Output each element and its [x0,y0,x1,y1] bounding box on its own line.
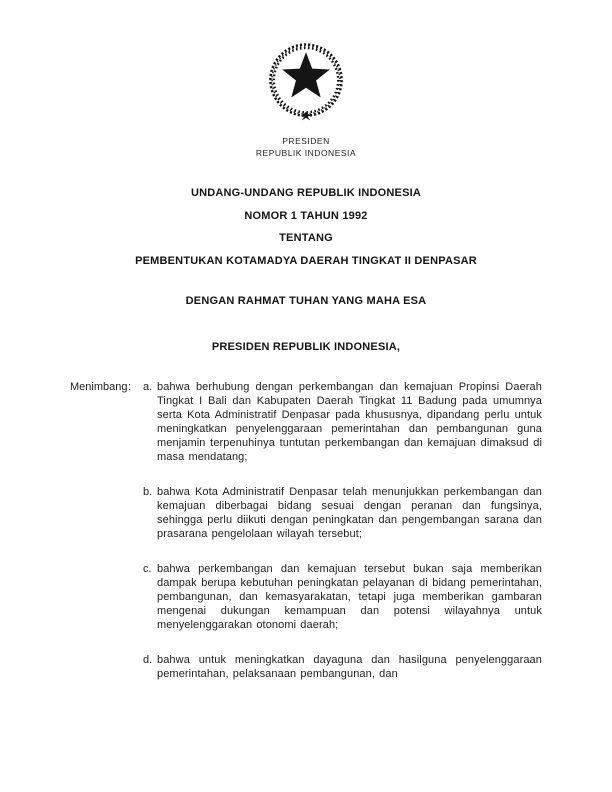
letterhead [0,135,612,159]
considering-item-a [143,380,542,464]
letterhead-org-line1: PRESIDEN [282,136,330,146]
considering-items [143,380,542,681]
letterhead-org-line2: REPUBLIK INDONESIA [255,148,357,158]
item-letter: a. [143,381,153,393]
considering-label: Menimbang [70,381,128,393]
item-text: bahwa berhubung dengan perkembangan dan kemajuan Propinsi Daerah Tingkat I Bali dan Kabupaten Daerah Tingkat 11 Badung pada umumnya serta Kota Administratif Denpasar pada khususnya, dipandang perlu untuk meningkatkan penyelenggaraan pemerintahan dan pembangunan guna menjamin terpenuhinya tuntutan perkembangan dan kemajuan dimaksud di masa mendatang; [157,381,542,463]
item-letter: c. [143,563,152,575]
item-text: bahwa perkembangan dan kemajuan tersebut bukan saja memberikan dampak berupa kebutuhan peningkatan pelayanan di bidang pemerintahan, pembangunan, dan kemasyarakatan, tetapi juga memberikan gambaran mengenai dukungan kemampuan dan potensi wilayahnya untuk menyelenggarakan otonomi daerah; [157,563,542,631]
item-letter: b. [143,486,153,498]
item-letter: d. [143,654,153,666]
item-text: bahwa Kota Administratif Denpasar telah menunjukkan perkembangan dan kemajuan diberbagai bidang sesuai dengan peranan dan fungsinya, sehingga perlu diikuti dengan peningkatan dan pengembangan sarana dan prasarana pengelolaan wilayah tersebut; [157,486,542,540]
considering-section [70,380,542,681]
considering-item-c [143,562,542,632]
invocation-line: DENGAN RAHMAT TUHAN YANG MAHA ESA [185,295,427,307]
title-line-tentang: TENTANG [279,232,333,244]
issuer-line: PRESIDEN REPUBLIK INDONESIA, [211,341,401,353]
title-line-law: UNDANG-UNDANG REPUBLIK INDONESIA [190,187,422,199]
presidential-seal-icon [256,38,356,128]
document-title-block [0,182,612,272]
title-line-subject: PEMBENTUKAN KOTAMADYA DAERAH TINGKAT II DENPASAR [135,254,477,267]
title-line-number: NOMOR 1 TAHUN 1992 [244,209,368,222]
considering-colon: : [128,381,132,393]
item-text: bahwa untuk meningkatkan dayaguna dan hasilguna penyelenggaraan pemerintahan, pelaksanaan pembangunan, dan [157,654,542,680]
considering-item-d [143,653,542,681]
considering-item-b [143,485,542,541]
